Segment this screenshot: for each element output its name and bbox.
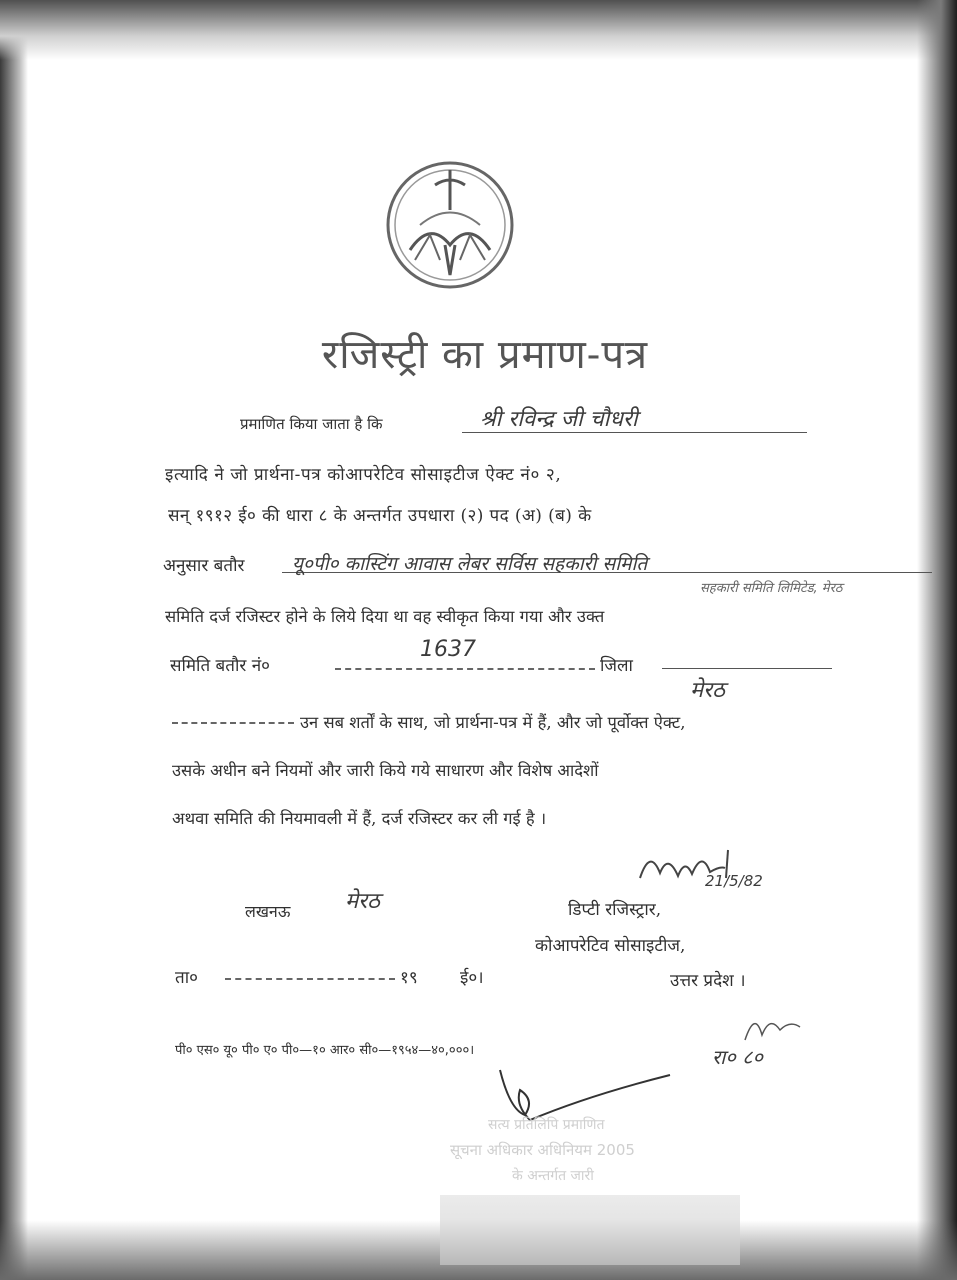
district-underline <box>662 668 832 669</box>
handwritten-sign-date: 21/5/82 <box>705 872 763 890</box>
footer-print-line: पी० एस० यू० पी० ए० पी०—१० आर० सी०—१९५४—४०,०००। <box>175 1043 475 1058</box>
stamp-line-2: सूचना अधिकार अधिनियम 2005 <box>450 1141 635 1159</box>
handwritten-place: मेरठ <box>345 889 380 914</box>
year-label: १९ <box>400 968 418 988</box>
text-line-6b: जिला <box>600 656 633 676</box>
certificate-title: रजिस्ट्री का प्रमाण-पत्र <box>321 332 649 378</box>
handwritten-society-type: यू०पी० कास्टिंग आवास लेबर सर्विस सहकारी समिति <box>292 553 648 575</box>
stamp-line-3: के अन्तर्गत जारी <box>512 1168 594 1184</box>
text-line-2: इत्यादि ने जो प्रार्थना-पत्र कोआपरेटिव सोसाइटीज ऐक्ट नं० २, <box>165 465 562 485</box>
leading-dashes <box>172 722 294 724</box>
text-line-1: प्रमाणित किया जाता है कि <box>240 415 383 433</box>
page-shadow-left <box>0 0 28 1280</box>
handwritten-margin-note: रा० ८० <box>712 1045 763 1069</box>
state-emblem-icon <box>380 150 520 300</box>
text-line-8: उसके अधीन बने नियमों और जारी किये गये साधारण और विशेष आदेशों <box>172 761 599 780</box>
text-line-5: समिति दर्ज रजिस्टर होने के लिये दिया था वह स्वीकृत किया गया और उक्त <box>165 607 605 626</box>
reg-no-dashes <box>335 668 595 670</box>
stamp-line-1: सत्य प्रतिलिपि प्रमाणित <box>488 1117 605 1133</box>
stamp-faded-block <box>440 1195 740 1265</box>
handwritten-reg-no: 1637 <box>420 637 476 662</box>
signatory-line-1: डिप्टी रजिस्ट्रार, <box>568 900 662 920</box>
text-line-9: अथवा समिति की नियमावली में हैं, दर्ज रजिस्टर कर ली गई है । <box>172 809 547 828</box>
initials-icon <box>740 1005 810 1045</box>
signatory-line-3: उत्तर प्रदेश । <box>670 971 746 991</box>
place-label: लखनऊ <box>245 902 291 921</box>
era-label: ई०। <box>460 968 484 988</box>
text-line-6a: समिति बतौर नं० <box>170 656 270 676</box>
text-line-4: अनुसार बतौर <box>163 556 245 576</box>
handwritten-district: मेरठ <box>690 678 725 703</box>
date-label: ता० <box>175 968 198 988</box>
text-line-3: सन् १९१२ ई० की धारा ८ के अन्तर्गत उपधारा (२) पद (अ) (ब) के <box>168 506 592 526</box>
handwritten-name: श्री रविन्द्र जी चौधरी <box>480 407 638 432</box>
date-dashes <box>225 978 395 980</box>
signatory-line-2: कोआपरेटिव सोसाइटीज, <box>535 936 686 956</box>
page-shadow-right <box>917 0 957 1280</box>
text-line-7: उन सब शर्तों के साथ, जो प्रार्थना-पत्र में हैं, और जो पूर्वोक्त ऐक्ट, <box>300 713 686 732</box>
handwritten-society-type-2: सहकारी समिति लिमिटेड, मेरठ <box>700 581 843 596</box>
page-shadow-top <box>0 0 957 60</box>
